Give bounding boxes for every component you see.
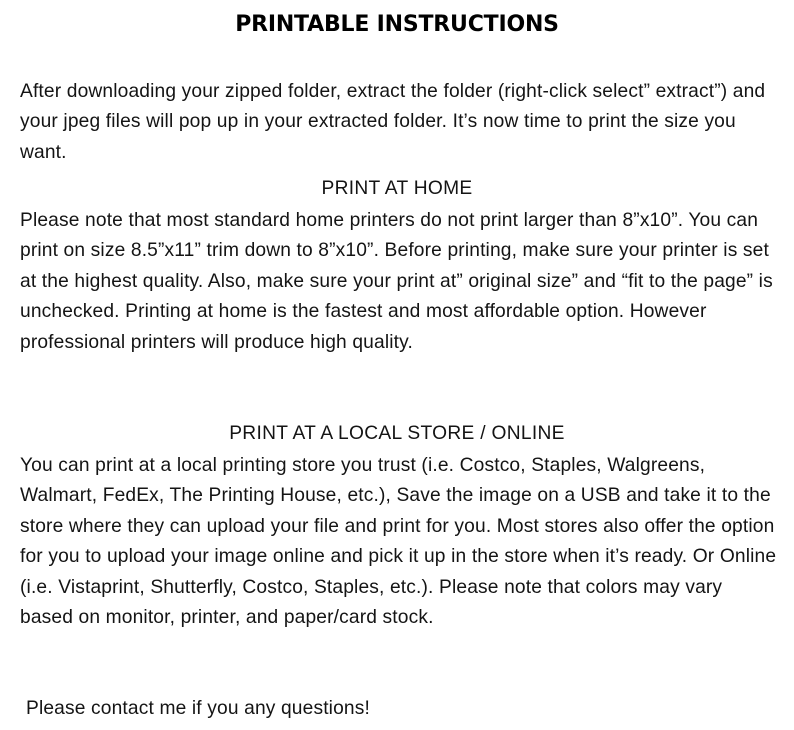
closing-note: Please contact me if you any questions! xyxy=(26,698,370,719)
section-heading-print-at-store: PRINT AT A LOCAL STORE / ONLINE xyxy=(229,423,565,444)
section-heading-print-at-home: PRINT AT HOME xyxy=(321,178,473,199)
section-body-print-at-store: You can print at a local printing store you trust (i.e. Costco, Staples, Walgreens, Walmart, FedEx, The Printing House, etc.), Save the image on a USB and take it to the store where they can upload your file and print for you. Most stores also offer the option for you to upload your image online and pick it up in the store when it’s ready. Or Online (i.e. Vistaprint, Shutterfly, Costco, Staples, etc.). Please note that colors may vary based on monitor, printer, and paper/card stock. xyxy=(20,455,777,629)
section-body-print-at-home: Please note that most standard home printers do not print larger than 8”x10”. You can print on size 8.5”x11” trim down to 8”x10”. Before printing, make sure your printer is set at the highest quality. Also, make sure your print at” original size” and “fit to the page” is unchecked. Printing at home is the fastest and most affordable option. However professional printers will produce high quality. xyxy=(20,210,773,353)
intro-paragraph: After downloading your zipped folder, extract the folder (right-click select” extract”) and your jpeg files will pop up in your extracted folder. It’s now time to print the size you want. xyxy=(20,81,766,163)
page-title: PRINTABLE INSTRUCTIONS xyxy=(235,12,559,37)
